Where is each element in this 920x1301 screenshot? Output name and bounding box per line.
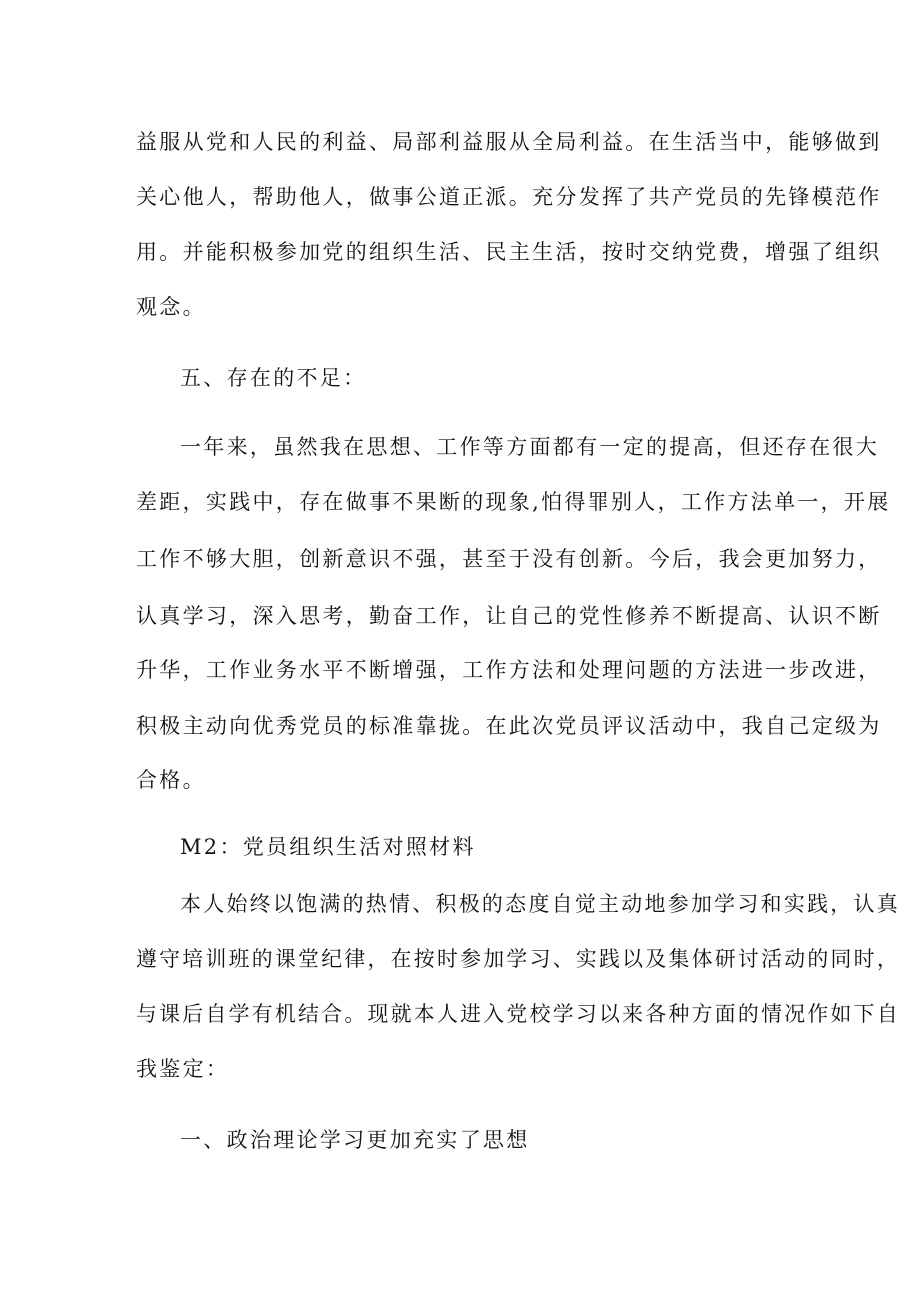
paragraph-line: 认真学习，深入思考，勤奋工作，让自己的党性修养不断提高、认识不断 bbox=[136, 604, 882, 628]
paragraph-line: 关心他人，帮助他人，做事公道正派。充分发挥了共产党员的先锋模范作 bbox=[136, 185, 882, 209]
paragraph-line: 我鉴定： bbox=[136, 1057, 230, 1081]
paragraph-line: 益服从党和人民的利益、局部利益服从全局利益。在生活当中，能够做到 bbox=[136, 130, 882, 154]
paragraph-line: 观念。 bbox=[136, 295, 206, 319]
paragraph-line: 遵守培训班的课堂纪律，在按时参加学习、实践以及集体研讨活动的同时， bbox=[136, 947, 900, 971]
paragraph-line: 积极主动向优秀党员的标准靠拢。在此次党员评议活动中，我自己定级为 bbox=[136, 714, 882, 738]
section-title: M2：党员组织生活对照材料 bbox=[180, 835, 476, 859]
section-heading: 一、政治理论学习更加充实了思想 bbox=[180, 1128, 530, 1152]
section-heading: 五、存在的不足： bbox=[180, 366, 367, 390]
paragraph-line: 与课后自学有机结合。现就本人进入党校学习以来各种方面的情况作如下自 bbox=[136, 1002, 900, 1026]
paragraph-line: 差距，实践中，存在做事不果断的现象,怕得罪别人，工作方法单一，开展 bbox=[136, 490, 891, 514]
paragraph-line: 升华，工作业务水平不断增强，工作方法和处理问题的方法进一步改进， bbox=[136, 658, 882, 682]
paragraph-line: 本人始终以饱满的热情、积极的态度自觉主动地参加学习和实践，认真 bbox=[180, 892, 900, 916]
paragraph-line: 用。并能积极参加党的组织生活、民主生活，按时交纳党费，增强了组织 bbox=[136, 240, 882, 264]
paragraph-line: 一年来，虽然我在思想、工作等方面都有一定的提高，但还存在很大 bbox=[180, 435, 879, 459]
paragraph-line: 工作不够大胆，创新意识不强，甚至于没有创新。今后，我会更加努力， bbox=[136, 547, 882, 571]
paragraph-line: 合格。 bbox=[136, 768, 206, 792]
